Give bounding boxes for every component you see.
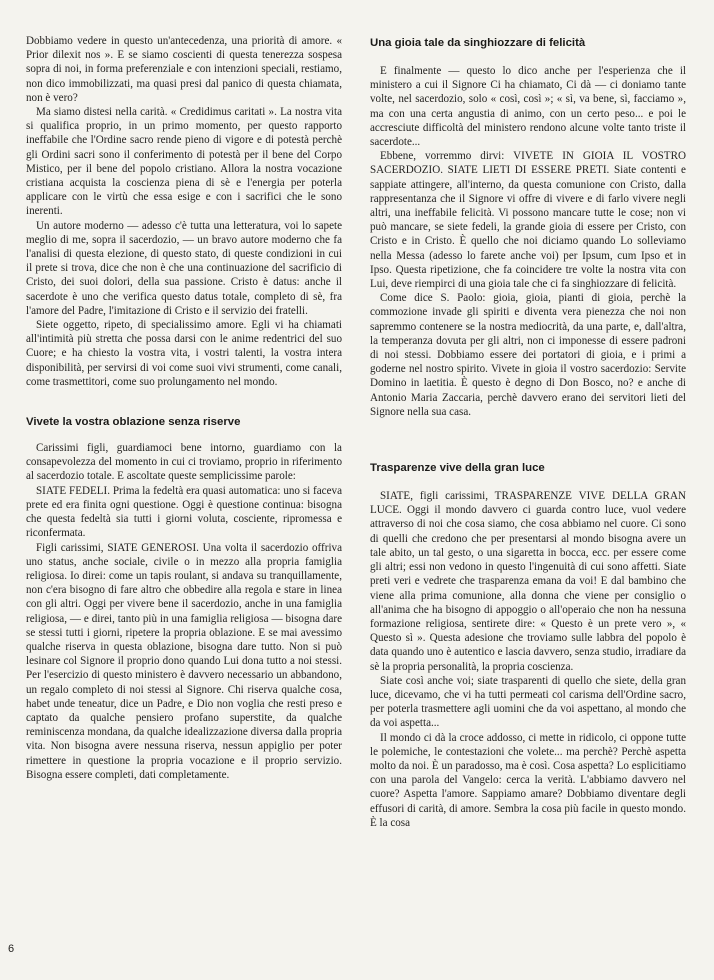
paragraph: Come dice S. Paolo: gioia, gioia, pianti di gioia, perchè la commozione invade gli spiriti e diventa vera pienezza che noi non sapremmo contenere se la nostra mediocrità, da una parte, e, dall'altra, la temperanza dovuta per gli altri, non ci imponesse di essere padroni di noi stessi. Dobbiamo essere dei portatori di gioia, e i primi a goderne nel nostro spirito. Vivete in gioia il vostro sacerdozio: Servite Domino in laetitia. È questo è degno di Don Bosco, no? e anche di Antonio Maria Zaccaria, perchè davvero erano dei servitori lieti del Signore nella sua casa. [370,292,686,418]
right-column [370,34,686,830]
paragraph: Carissimi figli, guardiamoci bene intorno, guardiamo con la consapevolezza del momento in cui ci troviamo, proprio in riferimento al sacerdozio totale. E ascoltate queste semplicissime parole: [26,442,342,483]
section-heading: Trasparenze vive della gran luce [370,462,545,475]
paragraph: SIATE FEDELI. Prima la fedeltà era quasi automatica: uno si faceva prete ed era finita ogni questione. Oggi è questione continua: bisogna che questa fedeltà sia tutti i giorni voluta, cosciente, ripromessa e riconfermata. [26,484,342,540]
paragraph: Un autore moderno — adesso c'è tutta una letteratura, voi lo sapete meglio di me, sopra il sacerdozio, — un bravo autore moderno che fa l'analisi di questa elezione, di questo stato, di queste condizioni in cui il prete si trova, dice che non è che una continuazione del sacrificio di Cristo, dei suoi dolori, della sua passione. Cristo è datus: anche il sacerdote è uno che verifica questo datus totale, completo di sè, fra l'amore del Padre, l'imitazione di Cristo e il servizio dei fratelli. [26,219,342,317]
left-column [26,34,342,782]
section-heading: Vivete la vostra oblazione senza riserve [26,416,241,429]
paragraph: Il mondo ci dà la croce addosso, ci mette in ridicolo, ci oppone tutte le polemiche, le contestazioni che volete... ma perchè? Perchè aspetta molto da noi. È un paradosso, ma è così. Cosa aspetta? Lo esplicitiamo con una parola del Vangelo: cerca la verità. L'abbiamo davvero nel cuore? Aspetta l'amore. Sappiamo amare? Dobbiamo diventare degli effusori di carità, di amore. Sembra la cosa più facile in questo mondo. È la cosa [370,731,686,829]
paragraph: Siate così anche voi; siate trasparenti di quello che siete, della gran luce, dicevamo, che vi ha tutti permeati col carisma dell'Ordine sacro, per poterla trasmettere agli uomini che da voi aspettano, al mondo che da voi aspetta... [370,674,686,730]
paragraph: Ma siamo distesi nella carità. « Credidimus caritati ». La nostra vita si qualifica proprio, in un primo momento, per questo rapporto ineffabile che l'Ordine sacro rende pieno di vigore e di potestà perchè gli Ordini sacri sono il conferimento di potestà per il bene del Corpo Mistico, per il bene del popolo cristiano. Allora la nostra vocazione cristiana acquista la coscienza piena di sè e l'energia per poterla applicare con le virtù che essa esige e con i sacrifici che le sono inerenti. [26,106,342,218]
paragraph: SIATE, figli carissimi, TRASPARENZE VIVE DELLA GRAN LUCE. Oggi il mondo davvero ci guarda contro luce, vuol vedere attraverso di noi che cosa siamo, che cosa abbiamo nel cuore. Ci sono di quelli che credono che per presentarsi al mondo bisogna avere un tale abito, un tal gesto, o una sigaretta in bocca, ecc. per essere come gli altri; essi non vedono in questo l'ingenuità di cui sono affetti. Siate preti veri e vedrete che trasparenza emana da voi! E dal bambino che viene alla prima comunione, alla donna che viene per consiglio o all'anima che ha bisogno di appoggio o all'operaio che non ha nessuna formazione religiosa, sentirete dire: « Questo è un prete vero », « Questo sì ». Questa adesione che troviamo sulle labbra del popolo è data quando uno è autentico e lascia davvero, senza studio, irradiare da sè la propria personalità, la propria coscienza. [370,490,686,673]
section-heading: Una gioia tale da singhiozzare di felicità [370,37,586,49]
paragraph: Ebbene, vorremmo dirvi: VIVETE IN GIOIA IL VOSTRO SACERDOZIO. SIATE LIETI DI ESSERE PRETI. Siate contenti e sappiate attingere, all'interno, da questa comunione con Cristo, dalla rappresentanza che il Signore vi offre di vivere e di farlo vivere negli altri, una ineffabile felicità. Vi possono mancare tutte le cose; non vi può mancare, se siete fedeli, la grande gioia di essere per Cristo, con Cristo e in Cristo. È quello che noi diciamo quando Lo solleviamo nella Messa (adesso lo farete anche voi) per Ipsum, cum Ipso et in Ipso. Questa ripetizione, che fa coincidere tre volte la nostra vita con Lui, deve riempirci di una gioia tale che ci fa singhiozzare di felicità. [370,150,686,291]
paragraph: Dobbiamo vedere in questo un'antecedenza, una priorità di amore. « Prior dilexit nos ». E se siamo coscienti di questa tenerezza sospesa sopra di noi, in forma preferenziale e con intenzioni speciali, restiamo, non dico immobilizzati, ma quasi presi dal panico di questa chiamata, non è vero? [26,35,342,104]
paragraph: E finalmente — questo lo dico anche per l'esperienza che il ministero a cui il Signore Ci ha chiamato, Ci dà — ci doniamo tante volte, nel sacerdozio, solo « così, così »; « sì, va bene, sì, facciamo », ma con una certa angustia di animo, con un certo peso... e poi le accresciute difficoltà del ministero rendono alcune volte tanto triste il sacerdote... [370,65,686,149]
paragraph: Siete oggetto, ripeto, di specialissimo amore. Egli vi ha chiamati all'intimità più stretta che possa darsi con le anime redentrici del suo Cuore; e ha chiesto la vostra vita, i vostri talenti, la vostra intera disponibilità, per servirsi di voi come suoi vivi strumenti, come canali, come trasmettitori, come suo prolungamento nel mondo. [26,319,342,388]
page-number: 6 [8,943,15,955]
paragraph: Figli carissimi, SIATE GENEROSI. Una volta il sacerdozio offriva uno status, anche sociale, civile o in mezzo alla propria famiglia religiosa. Io direi: come un tapis roulant, si andava su tranquillamente, non c'era bisogno di fare altro che obbedire alla regola e stare in linea con gli altri. Oggi per vivere bene il sacerdozio, anche in una famiglia religiosa, — e direi, tanto più in una famiglia religiosa — bisogna dare se stessi tutti i giorni, ripetere la propria oblazione. E se mai avessimo qualche riserva in questa oblazione, bisogna dare tutto. Non si può lesinare col Signore il proprio dono quando Lui dona tutto a noi stessi. Per l'esercizio di questo ministero è davvero necessario un abbandono, un regalo completo di noi stessi al Signore. Chi riserva qualche cosa, habet unde teneatur, dice un Padre, e Dio non voglia che resti preso e captato da qualche pensiero profano superstite, da qualche reminiscenza mondana, da qualche idealizzazione diversa dalla propria vita. Non bisogna avere nessuna riserva, nessun appiglio per poter rimettere in questione la propria vocazione e il proprio servizio. Bisogna essere completi, dati completamente. [26,541,342,781]
